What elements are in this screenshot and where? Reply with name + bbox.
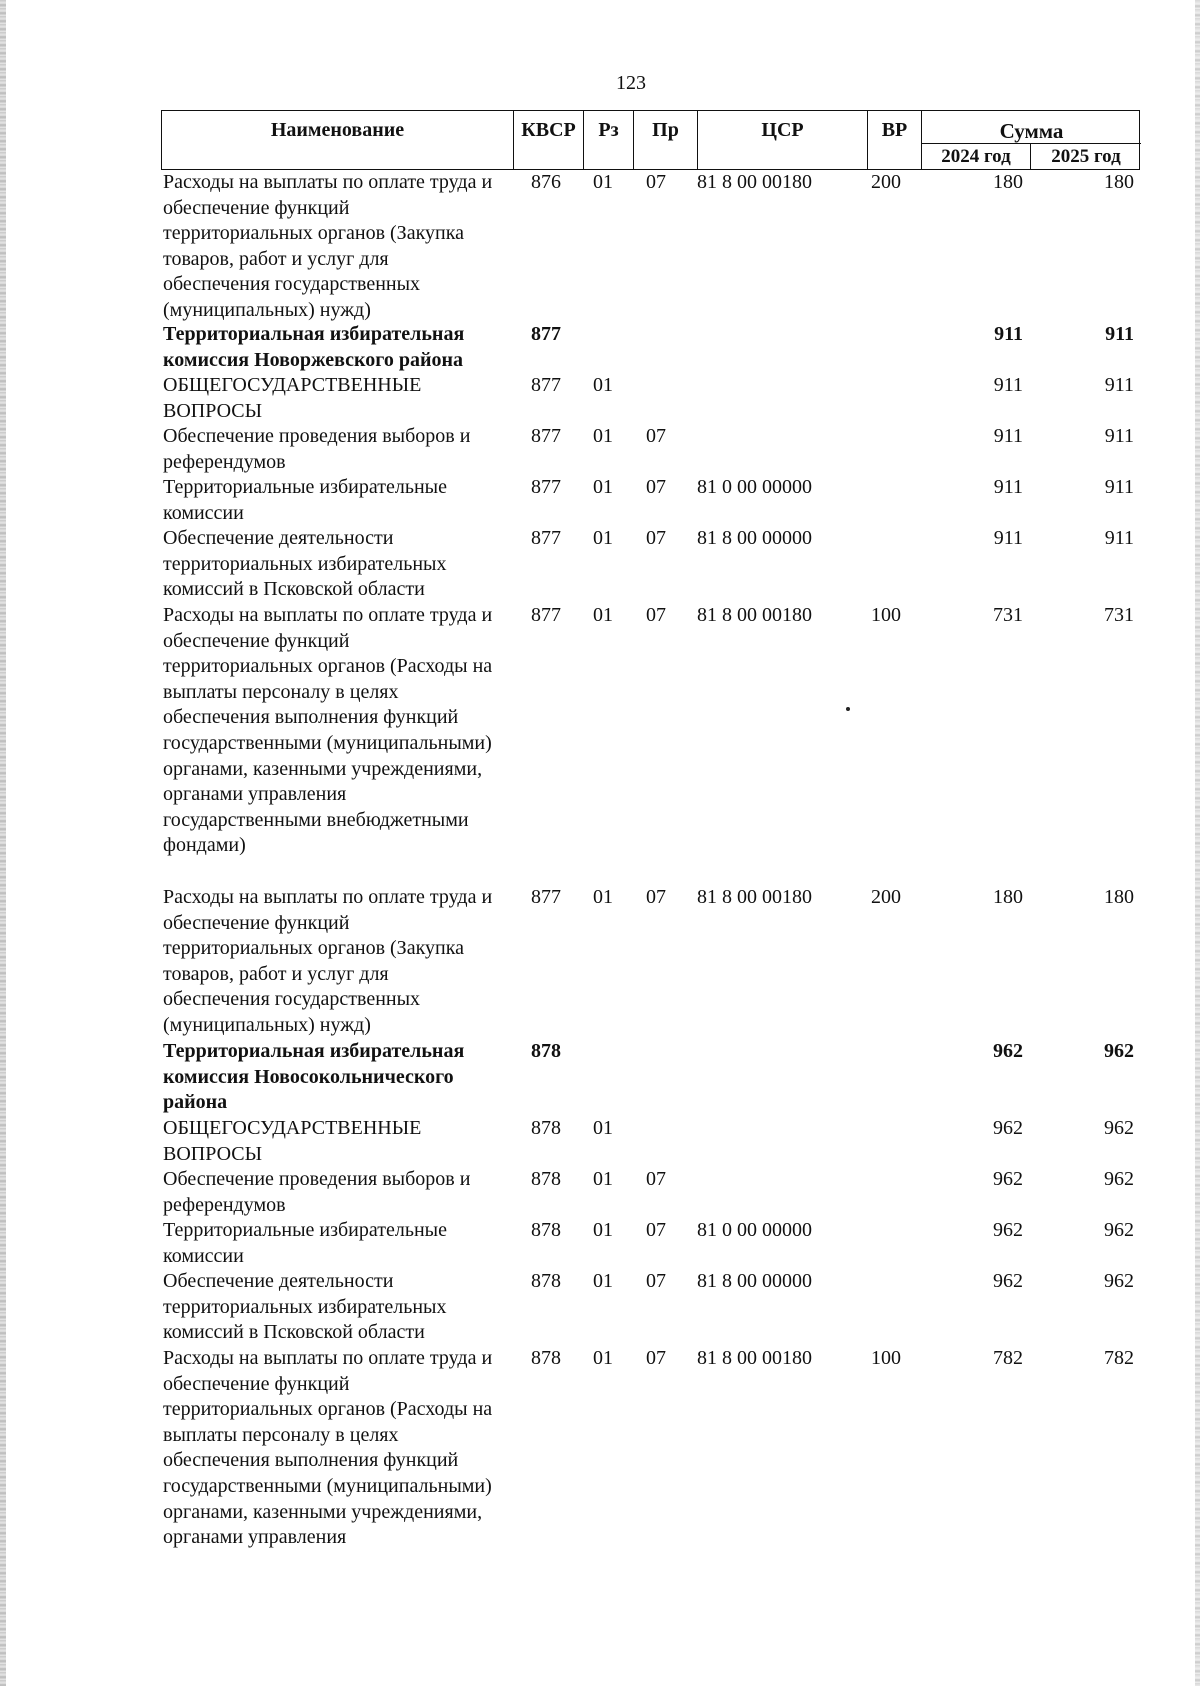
row-kvsr: 877 — [531, 604, 561, 626]
header-rz: Рз — [598, 119, 619, 141]
row-rz: 01 — [593, 1347, 613, 1369]
row-rz: 01 — [593, 425, 613, 447]
row-name: Территориальная избирательная комиссия Новосокольнического района — [163, 1040, 465, 1114]
row-vr: 200 — [871, 171, 901, 193]
header-csr: ЦСР — [761, 119, 804, 141]
row-pr: 07 — [646, 1219, 666, 1241]
row-name: Обеспечение проведения выборов и референдумов — [163, 425, 471, 473]
row-kvsr: 877 — [531, 323, 561, 345]
row-kvsr: 877 — [531, 374, 561, 396]
row-name: Обеспечение деятельности территориальных избирательных комиссий в Псковской области — [163, 527, 447, 601]
header-name: Наименование — [270, 119, 405, 141]
row-vr: 100 — [871, 1347, 901, 1369]
row-sum-2025: 911 — [1104, 425, 1134, 447]
row-csr: 81 0 00 00000 — [697, 476, 812, 498]
table-row — [161, 526, 1140, 603]
row-pr: 07 — [646, 171, 666, 193]
header-csr-cell — [698, 111, 868, 169]
row-pr: 07 — [646, 604, 666, 626]
row-kvsr: 878 — [531, 1270, 561, 1292]
table-row — [161, 1167, 1140, 1218]
row-pr: 07 — [646, 886, 666, 908]
row-sum-2025: 782 — [1104, 1347, 1134, 1369]
row-sum-2025: 911 — [1105, 323, 1134, 345]
row-rz: 01 — [593, 1219, 613, 1241]
header-vr-cell — [868, 111, 922, 169]
row-sum-2024: 911 — [994, 323, 1023, 345]
row-kvsr: 878 — [531, 1168, 561, 1190]
row-kvsr: 878 — [531, 1117, 561, 1139]
row-kvsr: 878 — [531, 1347, 561, 1369]
row-sum-2024: 962 — [993, 1168, 1023, 1190]
row-csr: 81 8 00 00180 — [697, 886, 812, 908]
row-sum-2025: 962 — [1104, 1040, 1134, 1062]
row-kvsr: 877 — [531, 886, 561, 908]
row-sum-2025: 180 — [1104, 886, 1134, 908]
row-kvsr: 877 — [531, 527, 561, 549]
row-sum-2024: 911 — [993, 527, 1023, 549]
table-row — [161, 1218, 1140, 1269]
row-sum-2025: 911 — [1104, 527, 1134, 549]
table-header — [161, 110, 1140, 170]
row-name: Обеспечение деятельности территориальных избирательных комиссий в Псковской области — [163, 1270, 447, 1344]
row-name: Расходы на выплаты по оплате труда и обеспечение функций территориальных органов (Закупка товаров, работ и услуг для обеспечения государственных (муниципальных) нужд) — [163, 171, 493, 321]
row-name: Обеспечение проведения выборов и референдумов — [163, 1168, 471, 1216]
table-row — [161, 1039, 1140, 1116]
row-name: Территориальные избирательные комиссии — [163, 1219, 447, 1267]
row-name: Территориальная избирательная комиссия Новоржевского района — [163, 323, 465, 371]
scan-speck — [846, 707, 850, 711]
row-vr: 100 — [871, 604, 901, 626]
row-rz: 01 — [593, 171, 613, 193]
table-row — [161, 1116, 1140, 1167]
row-sum-2025: 962 — [1104, 1117, 1134, 1139]
row-sum-2025: 731 — [1104, 604, 1134, 626]
row-sum-2024: 962 — [993, 1270, 1023, 1292]
row-csr: 81 8 00 00180 — [697, 1347, 812, 1369]
scan-edge-left — [0, 0, 6, 1686]
row-sum-2024: 180 — [993, 886, 1023, 908]
row-pr: 07 — [646, 476, 666, 498]
row-rz: 01 — [593, 886, 613, 908]
row-kvsr: 878 — [531, 1219, 561, 1241]
header-rz-cell — [584, 111, 634, 169]
row-name: Расходы на выплаты по оплате труда и обеспечение функций территориальных органов (Закупка товаров, работ и услуг для обеспечения государственных (муниципальных) нужд) — [163, 886, 493, 1036]
row-pr: 07 — [646, 425, 666, 447]
table-row — [161, 322, 1140, 373]
row-kvsr: 878 — [531, 1040, 561, 1062]
row-name: Территориальные избирательные комиссии — [163, 476, 447, 524]
row-sum-2025: 911 — [1104, 374, 1134, 396]
row-rz: 01 — [593, 1168, 613, 1190]
row-rz: 01 — [593, 527, 613, 549]
header-name-cell — [162, 111, 514, 169]
row-pr: 07 — [646, 1347, 666, 1369]
row-name: Расходы на выплаты по оплате труда и обеспечение функций территориальных органов (Расходы на выплаты персоналу в целях обеспечения выполнения функций государственными (муниципальными) органами, казенными учреждениями, органами управления — [163, 1347, 493, 1549]
row-sum-2024: 962 — [993, 1219, 1023, 1241]
scan-edge-right — [1195, 0, 1200, 1686]
row-rz: 01 — [593, 1117, 613, 1139]
row-csr: 81 0 00 00000 — [697, 1219, 812, 1241]
row-sum-2024: 911 — [993, 476, 1023, 498]
header-years — [922, 143, 1141, 169]
table-row — [161, 885, 1140, 1039]
row-sum-2025: 962 — [1104, 1219, 1134, 1241]
row-sum-2024: 962 — [993, 1040, 1023, 1062]
header-pr-cell — [634, 111, 698, 169]
header-kvsr: КВСР — [521, 119, 576, 141]
row-csr: 81 8 00 00180 — [697, 604, 812, 626]
table-row — [161, 603, 1140, 885]
table-row — [161, 1269, 1140, 1346]
row-pr: 07 — [646, 527, 666, 549]
header-year-2025: 2025 год — [1051, 146, 1121, 167]
row-pr: 07 — [646, 1168, 666, 1190]
header-vr: ВР — [881, 119, 908, 141]
row-sum-2025: 962 — [1104, 1270, 1134, 1292]
row-sum-2024: 180 — [993, 171, 1023, 193]
row-rz: 01 — [593, 604, 613, 626]
row-sum-2024: 962 — [993, 1117, 1023, 1139]
row-csr: 81 8 00 00000 — [697, 527, 812, 549]
row-name: Расходы на выплаты по оплате труда и обеспечение функций территориальных органов (Расходы на выплаты персоналу в целях обеспечения выполнения функций государственными (муниципальными) органами, казенными учреждениями, органами управления государственными внебюджетными фондами) — [163, 604, 493, 857]
row-sum-2025: 962 — [1104, 1168, 1134, 1190]
row-sum-2024: 911 — [993, 374, 1023, 396]
row-name: ОБЩЕГОСУДАРСТВЕННЫЕ ВОПРОСЫ — [163, 1117, 422, 1165]
row-sum-2024: 782 — [993, 1347, 1023, 1369]
row-sum-2024: 911 — [993, 425, 1023, 447]
table-row — [161, 1346, 1140, 1576]
row-kvsr: 876 — [531, 171, 561, 193]
row-csr: 81 8 00 00000 — [697, 1270, 812, 1292]
page-number: 123 — [616, 72, 646, 94]
row-rz: 01 — [593, 1270, 613, 1292]
row-sum-2024: 731 — [993, 604, 1023, 626]
row-csr: 81 8 00 00180 — [697, 171, 812, 193]
table-body — [161, 170, 1140, 1576]
table-row — [161, 170, 1140, 322]
row-kvsr: 877 — [531, 476, 561, 498]
row-sum-2025: 180 — [1104, 171, 1134, 193]
table-row — [161, 475, 1140, 526]
row-sum-2025: 911 — [1104, 476, 1134, 498]
table-row — [161, 424, 1140, 475]
header-sum: Сумма — [999, 119, 1064, 143]
row-vr: 200 — [871, 886, 901, 908]
row-rz: 01 — [593, 476, 613, 498]
header-year-2024: 2024 год — [922, 144, 1031, 169]
table-row — [161, 373, 1140, 424]
header-kvsr-cell — [514, 111, 584, 169]
row-rz: 01 — [593, 374, 613, 396]
header-sum-cell — [922, 111, 1141, 169]
row-name: ОБЩЕГОСУДАРСТВЕННЫЕ ВОПРОСЫ — [163, 374, 422, 422]
header-pr: Пр — [652, 119, 679, 141]
row-kvsr: 877 — [531, 425, 561, 447]
row-pr: 07 — [646, 1270, 666, 1292]
